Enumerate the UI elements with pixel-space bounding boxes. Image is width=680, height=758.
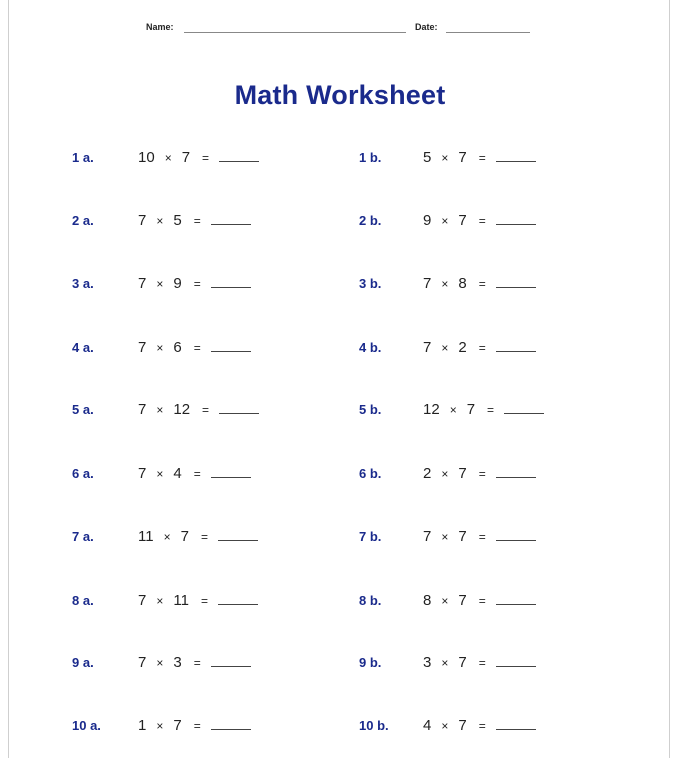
answer-blank[interactable] [496, 530, 536, 541]
problem-expression [423, 465, 536, 482]
operand-2: 8 [458, 275, 467, 292]
operand-1: 10 [138, 149, 155, 166]
problem-number: 8 b. [359, 593, 382, 608]
operator: × [156, 594, 164, 608]
problem-expression [138, 401, 259, 418]
problem-number: 2 b. [359, 213, 382, 228]
problem-number: 6 b. [359, 466, 382, 481]
operand-2: 7 [458, 212, 467, 229]
problem-expression [138, 275, 251, 292]
operator: × [441, 719, 449, 733]
problem-number: 1 a. [72, 150, 94, 165]
equals-sign: = [478, 277, 486, 291]
problem-expression [138, 592, 258, 609]
operand-1: 12 [423, 401, 440, 418]
operator: × [156, 719, 164, 733]
equals-sign: = [478, 151, 486, 165]
answer-blank[interactable] [211, 719, 251, 730]
operator: × [156, 214, 164, 228]
operator: × [156, 341, 164, 355]
operand-2: 4 [173, 465, 182, 482]
operand-2: 5 [173, 212, 182, 229]
problem-expression [138, 465, 251, 482]
operator: × [163, 530, 171, 544]
operator: × [156, 656, 164, 670]
equals-sign: = [200, 530, 208, 544]
operand-1: 5 [423, 149, 432, 166]
operand-1: 7 [138, 339, 147, 356]
equals-sign: = [202, 151, 210, 165]
problem-expression [138, 654, 251, 671]
operand-2: 7 [466, 401, 476, 418]
equals-sign: = [193, 277, 201, 291]
answer-blank[interactable] [496, 719, 536, 730]
operator: × [441, 467, 449, 481]
problem-expression [423, 149, 536, 166]
name-label: Name: [146, 22, 174, 32]
operand-1: 4 [423, 717, 432, 734]
operand-2: 2 [458, 339, 467, 356]
equals-sign: = [478, 656, 486, 670]
operand-1: 2 [423, 465, 432, 482]
operator: × [441, 151, 449, 165]
operand-2: 7 [458, 528, 467, 545]
answer-blank[interactable] [219, 403, 259, 414]
problem-expression [423, 275, 536, 292]
operator: × [441, 277, 449, 291]
operator: × [441, 530, 449, 544]
equals-sign: = [193, 719, 201, 733]
operand-2: 7 [458, 654, 467, 671]
problem-number: 4 a. [72, 340, 94, 355]
problem-number: 3 b. [359, 276, 382, 291]
equals-sign: = [478, 214, 486, 228]
equals-sign: = [202, 403, 210, 417]
problem-expression [138, 212, 251, 229]
operator: × [441, 214, 449, 228]
problem-number: 7 a. [72, 529, 94, 544]
operand-1: 7 [423, 339, 432, 356]
problem-expression [138, 528, 258, 545]
operator: × [156, 403, 164, 417]
problem-number: 4 b. [359, 340, 382, 355]
operator: × [441, 341, 449, 355]
problem-number: 9 b. [359, 655, 382, 670]
operand-1: 7 [423, 528, 432, 545]
answer-blank[interactable] [504, 403, 544, 414]
problem-number: 5 a. [72, 402, 94, 417]
equals-sign: = [478, 467, 486, 481]
worksheet-page [8, 0, 670, 758]
problem-number: 9 a. [72, 655, 94, 670]
problem-number: 10 b. [359, 718, 389, 733]
equals-sign: = [478, 341, 486, 355]
operand-1: 1 [138, 717, 147, 734]
operator: × [156, 467, 164, 481]
operand-2: 7 [458, 717, 467, 734]
answer-blank[interactable] [211, 656, 251, 667]
operand-1: 11 [138, 528, 154, 545]
operand-1: 3 [423, 654, 432, 671]
answer-blank[interactable] [496, 467, 536, 478]
equals-sign: = [200, 594, 208, 608]
equals-sign: = [478, 530, 486, 544]
problem-expression [423, 401, 544, 418]
operator: × [449, 403, 457, 417]
equals-sign: = [478, 594, 486, 608]
equals-sign: = [478, 719, 486, 733]
problem-number: 5 b. [359, 402, 382, 417]
answer-blank[interactable] [496, 656, 536, 667]
answer-blank[interactable] [496, 214, 536, 225]
operand-2: 11 [173, 592, 189, 609]
operator: × [156, 277, 164, 291]
operand-2: 7 [181, 149, 191, 166]
operand-2: 7 [458, 149, 467, 166]
operand-1: 7 [138, 401, 147, 418]
operator: × [441, 594, 449, 608]
answer-blank[interactable] [211, 277, 251, 288]
equals-sign: = [193, 656, 201, 670]
problem-number: 10 a. [72, 718, 101, 733]
equals-sign: = [193, 467, 201, 481]
problem-expression [423, 717, 536, 734]
answer-blank[interactable] [211, 214, 251, 225]
answer-blank[interactable] [219, 151, 259, 162]
answer-blank[interactable] [496, 594, 536, 605]
answer-blank[interactable] [218, 530, 258, 541]
operand-1: 7 [423, 275, 432, 292]
problem-expression [423, 212, 536, 229]
operand-2: 7 [173, 717, 182, 734]
operand-2: 3 [173, 654, 182, 671]
operand-1: 7 [138, 212, 147, 229]
problem-number: 2 a. [72, 213, 94, 228]
problem-number: 7 b. [359, 529, 382, 544]
operand-2: 7 [180, 528, 189, 545]
operand-2: 9 [173, 275, 182, 292]
operand-2: 12 [173, 401, 191, 418]
operand-2: 7 [458, 592, 467, 609]
date-label: Date: [415, 22, 438, 32]
equals-sign: = [193, 341, 201, 355]
problem-number: 6 a. [72, 466, 94, 481]
problem-expression [423, 654, 536, 671]
problem-expression [138, 717, 251, 734]
operand-2: 6 [173, 339, 182, 356]
name-field-line[interactable] [184, 32, 406, 33]
answer-blank[interactable] [496, 341, 536, 352]
problem-expression [138, 149, 259, 166]
answer-blank[interactable] [496, 151, 536, 162]
answer-blank[interactable] [496, 277, 536, 288]
page-title: Math Worksheet [234, 80, 446, 110]
answer-blank[interactable] [218, 594, 258, 605]
problem-number: 8 a. [72, 593, 94, 608]
equals-sign: = [487, 403, 495, 417]
problem-number: 3 a. [72, 276, 94, 291]
operand-1: 7 [138, 465, 147, 482]
operand-1: 9 [423, 212, 432, 229]
operator: × [164, 151, 172, 165]
operand-1: 7 [138, 275, 147, 292]
date-field-line[interactable] [446, 32, 530, 33]
operator: × [441, 656, 449, 670]
operand-2: 7 [458, 465, 467, 482]
operand-1: 7 [138, 592, 147, 609]
problem-expression [138, 339, 251, 356]
problem-expression [423, 528, 536, 545]
answer-blank[interactable] [211, 467, 251, 478]
problem-number: 1 b. [359, 150, 382, 165]
operand-1: 8 [423, 592, 432, 609]
problem-expression [423, 339, 536, 356]
problem-expression [423, 592, 536, 609]
answer-blank[interactable] [211, 341, 251, 352]
header-row [0, 20, 680, 36]
operand-1: 7 [138, 654, 147, 671]
equals-sign: = [193, 214, 201, 228]
